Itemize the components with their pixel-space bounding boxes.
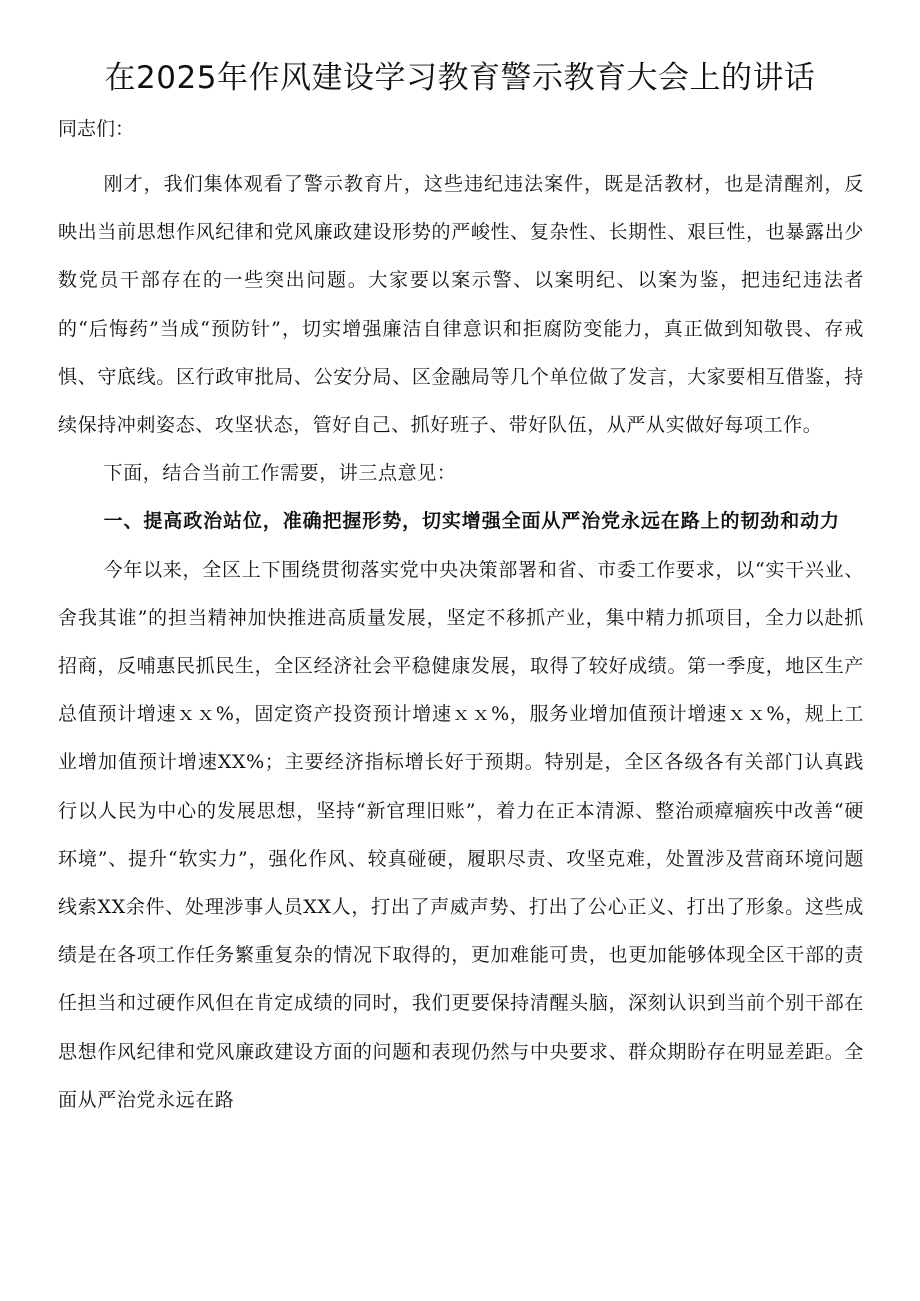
paragraph-transition: 下面，结合当前工作需要，讲三点意见： (103, 462, 457, 485)
paragraph-intro: 刚才，我们集体观看了警示教育片，这些违纪违法案件，既是活教材，也是清醒剂，反映出当前思想作风纪律和党风廉政建设形势的严峻性、复杂性、长期性、艰巨性，也暴露出少数党员干部存在的一些突出问题。大家要以案示警、以案明纪、以案为鉴，把违纪违法者的“后悔药”当成“预防针”，切实增强廉洁自律意识和拒腐防变能力，真正做到知敬畏、存戒惧、守底线。区行政审批局、公安分局、区金融局等几个单位做了发言，大家要相互借鉴，持续保持冲刺姿态、攻坚状态，管好自己、抓好班子、带好队伍，从严从实做好每项工作。 (58, 173, 864, 437)
salutation: 同志们： (58, 118, 135, 140)
section-heading-1: 一、提高政治站位，准确把握形势，切实增强全面从严治党永远在路上的韧劲和动力 (103, 510, 840, 533)
paragraph-section-1: 今年以来，全区上下围绕贯彻落实党中央决策部署和省、市委工作要求，以“实干兴业、舍我其谁”的担当精神加快推进高质量发展，坚定不移抓产业，集中精力抓项目，全力以赴抓招商，反哺惠民抓民生，全区经济社会平稳健康发展，取得了较好成绩。第一季度，地区生产总值预计增速ｘｘ%，固定资产投资预计增速ｘｘ%，服务业增加值预计增速ｘｘ%，规上工业增加值预计增速XX%；主要经济指标增长好于预期。特别是，全区各级各有关部门认真践行以人民为中心的发展思想，坚持“新官理旧账”，着力在正本清源、整治顽瘴痼疾中改善“硬环境”、提升“软实力”，强化作风、较真碰硬，履职尽责、攻坚克难，处置涉及营商环境问题线索XX余件、处理涉事人员XX人，打出了声威声势、打出了公心正义、打出了形象。这些成绩是在各项工作任务繁重复杂的情况下取得的，更加难能可贵，也更加能够体现全区干部的责任担当和过硬作风但在肯定成绩的同时，我们更要保持清醒头脑，深刻认识到当前个别干部在思想作风纪律和党风廉政建设方面的问题和表现仍然与中央要求、群众期盼存在明显差距。全面从严治党永远在路 (58, 558, 864, 1111)
document-title: 在2025年作风建设学习教育警示教育大会上的讲话 (104, 60, 816, 96)
document-body (58, 160, 864, 1124)
